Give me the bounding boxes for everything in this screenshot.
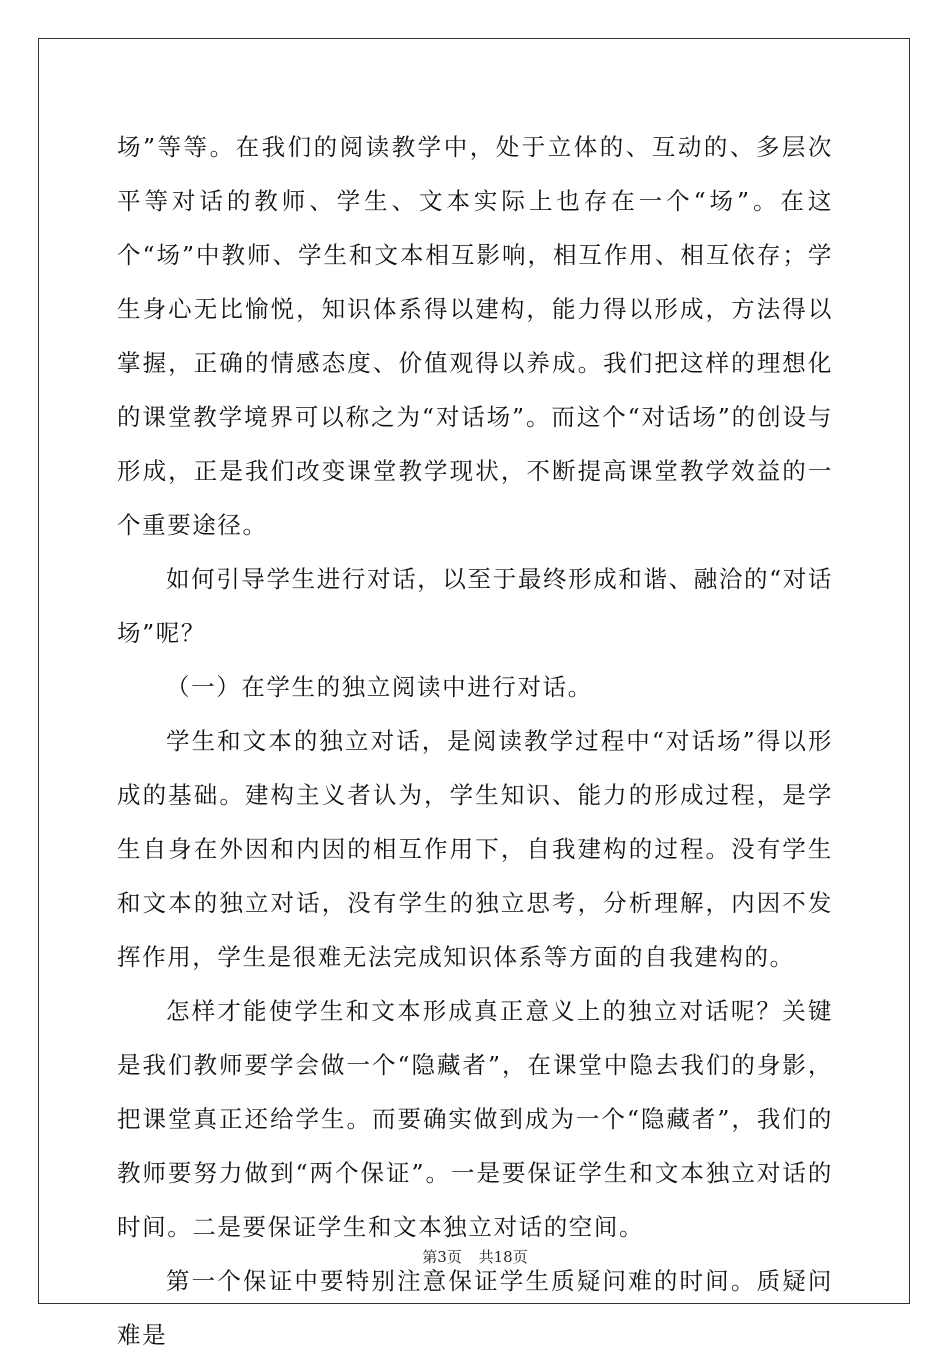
paragraph-4: 怎样才能使学生和文本形成真正意义上的独立对话呢？关键是我们教师要学会做一个“隐藏者”，在课堂中隐去我们的身影，把课堂真正还给学生。而要确实做到成为一个“隐藏者”，我们的教师要努力做到“两个保证”。一是要保证学生和文本独立对话的时间。二是要保证学生和文本独立对话的空间。 — [117, 997, 833, 1241]
page-footer — [0, 1246, 950, 1267]
paragraph-5: 第一个保证中要特别注意保证学生质疑问难的时间。质疑问难是 — [117, 1267, 833, 1349]
paragraph-3: 学生和文本的独立对话，是阅读教学过程中“对话场”得以形成的基础。建构主义者认为，学生知识、能力的形成过程，是学生自身在外因和内因的相互作用下，自我建构的过程。没有学生和文本的独立对话，没有学生的独立思考，分析理解，内因不发挥作用，学生是很难无法完成知识体系等方面的自我建构的。 — [117, 727, 833, 971]
document-body — [117, 120, 833, 1362]
paragraph-1: 场”等等。在我们的阅读教学中，处于立体的、互动的、多层次平等对话的教师、学生、文本实际上也存在一个“场”。在这个“场”中教师、学生和文本相互影响，相互作用、相互依存；学生身心无比愉悦，知识体系得以建构，能力得以形成，方法得以掌握，正确的情感态度、价值观得以养成。我们把这样的理想化的课堂教学境界可以称之为“对话场”。而这个“对话场”的创设与形成，正是我们改变课堂教学现状，不断提高课堂教学效益的一个重要途径。 — [117, 133, 833, 539]
page-number: 第3页 — [422, 1248, 462, 1266]
section-heading: （一）在学生的独立阅读中进行对话。 — [166, 673, 593, 701]
page-total: 共18页 — [478, 1248, 528, 1266]
paragraph-2: 如何引导学生进行对话，以至于最终形成和谐、融洽的“对话场”呢？ — [117, 565, 833, 647]
